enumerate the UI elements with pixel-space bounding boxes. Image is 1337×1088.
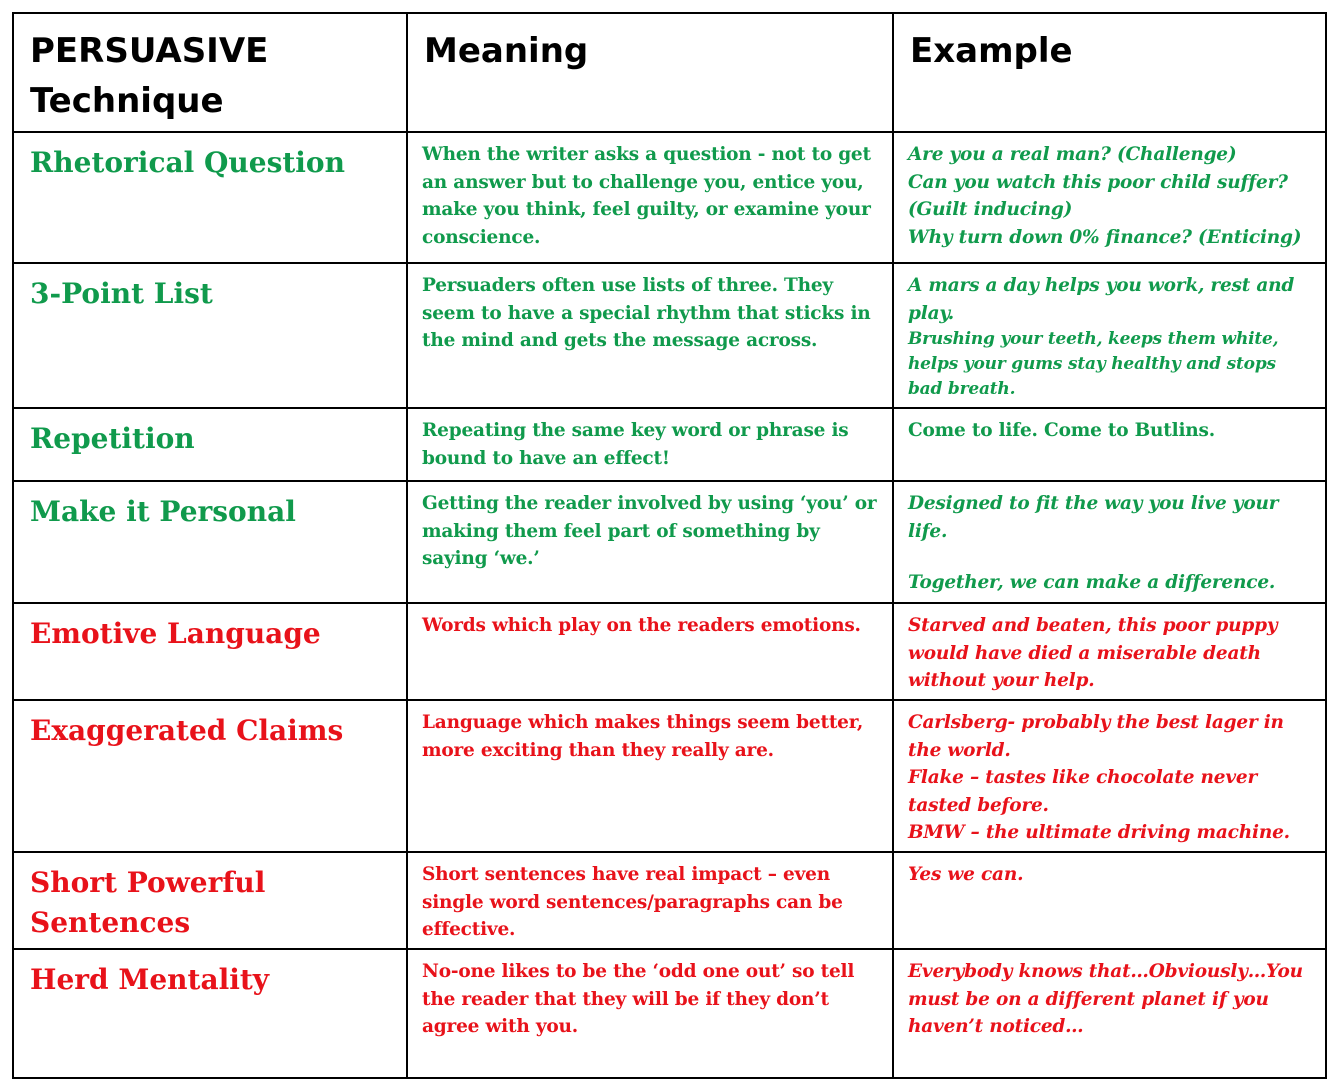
table-row [13, 949, 1326, 1078]
header-technique-line1: PERSUASIVE [30, 31, 269, 71]
header-meaning: Meaning [424, 31, 589, 71]
technique-meaning: Short sentences have real impact – even single word sentences/paragraphs can be effective. [422, 864, 843, 940]
technique-example [894, 853, 1325, 889]
header-technique-cell [13, 13, 407, 132]
example-line: Yes we can. [908, 864, 1024, 885]
table-row [13, 852, 1326, 949]
example-line: Come to life. Come to Butlins. [908, 420, 1216, 441]
technique-name: Rhetorical Question [30, 146, 345, 179]
technique-example [894, 701, 1325, 847]
technique-name-line1: Short Powerful [30, 866, 266, 899]
example-line: Flake – tastes like chocolate never tasted before. [908, 767, 1257, 816]
example-line: Can you watch this poor child suffer? (Guilt inducing) [908, 171, 1288, 220]
technique-name: Herd Mentality [30, 963, 270, 996]
technique-name [14, 853, 406, 943]
example-line: Starved and beaten, this poor puppy would have died a miserable death without your help. [908, 615, 1278, 691]
technique-meaning: Repeating the same key word or phrase is bound to have an effect! [422, 420, 849, 469]
table-row [13, 603, 1326, 700]
technique-meaning: Language which makes things seem better, more exciting than they really are. [422, 712, 864, 761]
technique-example [894, 409, 1325, 445]
technique-name: Repetition [30, 422, 195, 455]
header-example: Example [910, 31, 1073, 71]
table-row [13, 408, 1326, 481]
technique-meaning: No-one likes to be the ‘odd one out’ so tell the reader that they will be if they don’t agree with you. [422, 961, 855, 1037]
technique-meaning: Getting the reader involved by using ‘you’ or making them feel part of something by saying ‘we.’ [422, 493, 877, 569]
example-line: Carlsberg- probably the best lager in the world. [908, 712, 1284, 761]
technique-name: Emotive Language [30, 617, 321, 650]
technique-meaning: Persuaders often use lists of three. They seem to have a special rhythm that sticks in the mind and gets the message across. [422, 275, 871, 351]
example-line: Why turn down 0% finance? (Enticing) [908, 226, 1302, 248]
example-line: BMW – the ultimate driving machine. [908, 822, 1290, 843]
table-row [13, 481, 1326, 603]
table-row [13, 132, 1326, 263]
technique-meaning: When the writer asks a question - not to get an answer but to challenge you, entice you, make you think, feel guilty, or examine your conscience. [422, 144, 871, 248]
technique-meaning: Words which play on the readers emotions. [422, 615, 861, 636]
header-technique-line2: Technique [30, 81, 224, 121]
persuasive-techniques-table [12, 12, 1327, 1079]
technique-name: Make it Personal [30, 495, 296, 528]
example-line: Designed to fit the way you live your life. [908, 493, 1279, 542]
technique-name: Exaggerated Claims [30, 714, 344, 747]
example-line: A mars a day helps you work, rest and play. [908, 275, 1295, 324]
table-row [13, 263, 1326, 408]
technique-example [894, 482, 1325, 597]
header-row [13, 13, 1326, 132]
technique-name: 3-Point List [30, 277, 213, 310]
example-line: Are you a real man? (Challenge) [908, 144, 1237, 165]
header-example-cell [893, 13, 1326, 132]
header-meaning-cell [407, 13, 893, 132]
technique-example [894, 133, 1325, 251]
technique-name-line2: Sentences [30, 906, 191, 939]
technique-example [894, 264, 1325, 402]
example-line: Together, we can make a difference. [908, 572, 1276, 593]
example-line: Brushing your teeth, keeps them white, helps your gums stay healthy and stops bad breath. [908, 329, 1279, 399]
technique-example [894, 604, 1325, 695]
technique-example [894, 950, 1325, 1041]
table-row [13, 700, 1326, 852]
example-line: Everybody knows that…Obviously…You must be on a different planet if you haven’t noticed… [908, 961, 1303, 1037]
